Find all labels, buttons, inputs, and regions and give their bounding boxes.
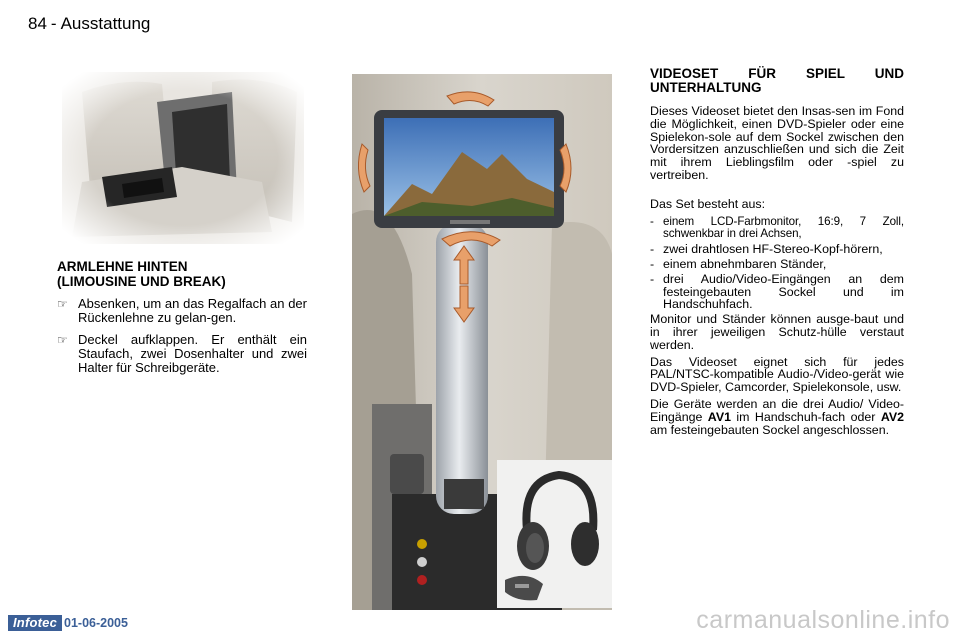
set-contents-list <box>650 216 904 312</box>
page-footer <box>8 615 128 631</box>
list-item <box>650 258 904 271</box>
infotec-logo: Infotec <box>8 615 62 631</box>
list-item <box>650 216 904 242</box>
armrest-steps <box>57 297 307 375</box>
storage-paragraph: Monitor und Ständer können ausge-baut und in ihrer jeweiligen Schutz-hülle verstaut werden. <box>650 312 904 352</box>
pointing-hand-icon: ☞ <box>57 333 68 347</box>
armrest-photo <box>62 72 304 244</box>
videoset-intro: Dieses Videoset bietet den Insas-sen im Fond die Möglichkeit, einen DVD-Spieler oder eine Spielekon-sole auf dem Sockel zwischen den Vordersitzen anzuschließen und sich die Zeit mit ihrem Lieblingsfilm oder -spiel zu vertreiben. <box>650 104 904 182</box>
list-item <box>650 273 904 311</box>
list-dash: - <box>650 256 655 271</box>
list-item-text: zwei drahtlosen HF-Stereo-Kopf-hörern, <box>663 242 883 257</box>
armrest-title-line2: (LIMOUSINE UND BREAK) <box>57 274 226 289</box>
videoset-title: VIDEOSET FÜR SPIEL UND UNTERHALTUNG <box>650 66 904 95</box>
list-item <box>650 243 904 256</box>
list-dash: - <box>650 271 655 286</box>
compatibility-paragraph: Das Videoset eignet sich für jedes PAL/NTSC-kompatible Audio-/Video-gerät wie DVD-Spieler, Camcorder, Spielekonsole, usw. <box>650 354 904 395</box>
pointing-hand-icon: ☞ <box>57 297 68 311</box>
set-contents-label: Das Set besteht aus: <box>650 196 766 211</box>
page-number: 84 <box>28 14 47 33</box>
list-item <box>57 297 307 325</box>
page-header <box>28 14 150 34</box>
list-dash: - <box>650 214 654 228</box>
connection-paragraph <box>650 398 904 436</box>
videoset-section <box>650 67 904 440</box>
list-item-text: einem abnehmbaren Ständer, <box>663 256 827 271</box>
list-dash: - <box>650 242 655 257</box>
av1-label: AV1 <box>707 409 731 424</box>
list-item <box>57 333 307 375</box>
armrest-step-text: Deckel aufklappen. Er enthält ein Staufach, zwei Dosenhalter und zwei Halter für Schreibgeräte. <box>78 332 307 375</box>
footer-date: 01-06-2005 <box>64 616 128 630</box>
connection-text-pre: Die Geräte werden an die drei Audio/ Video-Eingänge <box>650 396 904 424</box>
connection-text-post: am festeingebauten Sockel angeschlossen. <box>650 422 890 437</box>
header-separator: - <box>50 14 57 33</box>
armrest-title-line1: ARMLEHNE HINTEN <box>57 259 188 274</box>
av2-label: AV2 <box>880 409 904 424</box>
list-item-text: einem LCD-Farbmonitor, 16:9, 7 Zoll, schwenkbar in drei Achsen, <box>663 214 904 241</box>
page-title: Ausstattung <box>60 14 151 33</box>
armrest-title <box>57 259 307 289</box>
list-item-text: drei Audio/Video-Eingängen an dem festeingebauten Sockel und im Handschuhfach. <box>663 271 904 312</box>
watermark: carmanualsonline.info <box>696 606 950 634</box>
headphones-photo <box>497 460 612 608</box>
armrest-section <box>57 259 307 383</box>
armrest-step-text: Absenken, um an das Regalfach an der Rückenlehne zu gelan-gen. <box>78 296 307 325</box>
connection-text-mid: im Handschuh-fach oder <box>730 409 881 424</box>
